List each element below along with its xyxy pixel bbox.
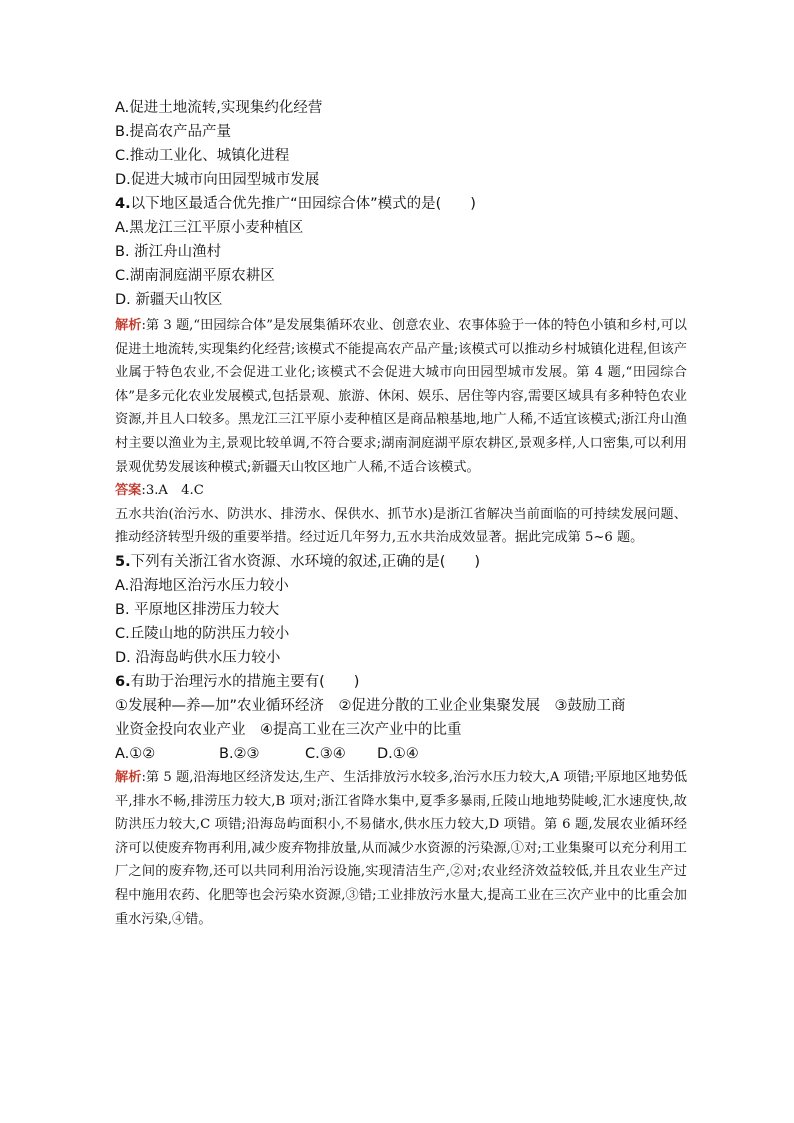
q5-stem-line	[115, 550, 687, 574]
q6-option-d: D.①④	[377, 745, 419, 762]
q6-stem: 有助于治理污水的措施主要有( )	[130, 673, 360, 690]
q4-number: 4.	[115, 196, 131, 212]
q4-option-b: B. 浙江舟山渔村	[115, 244, 222, 260]
q6-statement-line-2: 业资金投向农业产业 ④提高工业在三次产业中的比重	[115, 721, 462, 738]
q4-option-a: A.黑龙江三江平原小麦种植区	[115, 220, 304, 236]
q6-options	[115, 742, 687, 766]
q3-option-d: D.促进大城市向田园型城市发展	[115, 172, 320, 188]
q5-option-c: C.丘陵山地的防洪压力较小	[115, 625, 290, 642]
q6-option-b: B.②③	[219, 745, 260, 762]
q5-option-a: A.沿海地区治污水压力较小	[115, 577, 289, 594]
q4-stem-line	[115, 192, 687, 216]
analysis-3-4	[115, 314, 687, 479]
answer-3-4	[115, 479, 687, 503]
answer-tag: 答案	[115, 483, 142, 499]
q5-option-b: B. 平原地区排涝压力较大	[115, 601, 280, 618]
q4-option-c: C.湖南洞庭湖平原农耕区	[115, 268, 275, 284]
q3-option-b: B.提高农产品产量	[115, 124, 232, 140]
q3-options	[115, 96, 687, 192]
analysis-tag-2: 解析	[115, 769, 142, 785]
analysis-5-6-text: :第 5 题,沿海地区经济发达,生产、生活排放污水较多,治污水压力较大,A 项错;平原地区地势低平,排水不畅,排涝压力较大,B 项对;浙江省降水集中,夏季多暴雨,丘陵山地地势陡峻,汇水速度快,故防洪压力较大,C 项错;沿海岛屿面积小,不易储水,供水压力较大,D 项错。第 6 题,发展农业循环经济可以使废弃物再利用,减少废弃物排放量,从而减少水资源的污染源,①对;工业集聚可以充分利用工厂之间的废弃物,还可以共同利用治污设施,实现清洁生产,②对;农业经济效益较低,并且农业生产过程中施用农药、化肥等也会污染水资源,③错;工业排放污水量大,提高工业在三次产业中的比重会加重水污染,④错。	[115, 769, 688, 927]
analysis-5-6	[115, 766, 687, 931]
question-5	[115, 550, 687, 670]
question-6	[115, 670, 687, 766]
q4-stem: 以下地区最适合优先推广“田园综合体”模式的是( )	[130, 196, 476, 212]
q6-statement-line-1: ①发展种—养—加”农业循环经济 ②促进分散的工业企业集聚发展 ③鼓励工商	[115, 697, 626, 714]
q6-stem-line	[115, 670, 687, 694]
q3-option-a: A.促进土地流转,实现集约化经营	[115, 100, 323, 116]
document-page	[115, 96, 687, 931]
intro-passage: 五水共治(治污水、防洪水、排涝水、保供水、抓节水)是浙江省解决当前面临的可持续发展问题、推动经济转型升级的重要举措。经过近几年努力,五水共治成效显著。据此完成第 5~6 题。	[115, 506, 687, 546]
q6-option-c: C.③④	[305, 745, 346, 762]
q4-option-d: D. 新疆天山牧区	[115, 292, 223, 308]
q5-stem: 下列有关浙江省水资源、水环境的叙述,正确的是( )	[130, 553, 481, 570]
q5-number: 5.	[115, 553, 131, 570]
question-4	[115, 192, 687, 312]
analysis-3-4-text: :第 3 题,“田园综合体”是发展集循环农业、创意农业、农事体验于一体的特色小镇和乡村,可以促进土地流转,实现集约化经营;该模式不能提高农产品产量;该模式可以推动乡村城镇化进程,但该产业属于特色农业,不会促进工业化;该模式不会促进大城市向田园型城市发展。第 4 题,“田园综合体”是多元化农业发展模式,包括景观、旅游、休闲、娱乐、居住等内容,需要区域具有多种特色农业资源,并且人口较多。黑龙江三江平原小麦种植区是商品粮基地,地广人稀,不适宜该模式;浙江舟山渔村主要以渔业为主,景观比较单调,不符合要求;湖南洞庭湖平原农耕区,景观多样,人口密集,可以利用景观优势发展该种模式;新疆天山牧区地广人稀,不适合该模式。	[115, 318, 687, 475]
q3-option-c: C.推动工业化、城镇化进程	[115, 148, 290, 164]
analysis-tag: 解析	[115, 318, 142, 333]
q5-option-d: D. 沿海岛屿供水压力较小	[115, 649, 281, 666]
q6-number: 6.	[115, 673, 131, 690]
q6-option-a: A.①②	[115, 745, 156, 762]
answer-3-4-text: :3.A 4.C	[141, 483, 204, 499]
